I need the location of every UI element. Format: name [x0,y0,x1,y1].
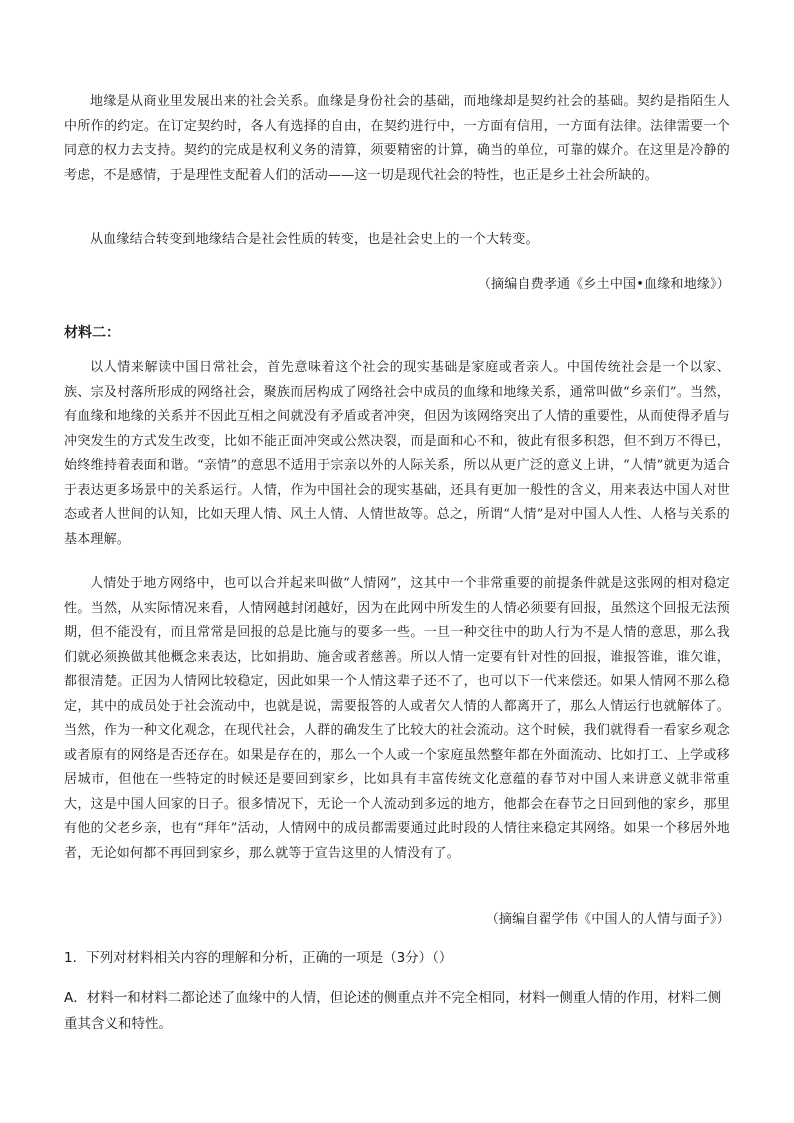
material-one-paragraph-2: 从血缘结合转变到地缘结合是社会性质的转变，也是社会史上的一个大转变。 [90,232,539,247]
material-two-heading: 材料二： [64,325,120,341]
material-two-citation: （摘编自翟学伟《中国人的人情与面子》） [485,912,730,927]
question-1-option-a: A．材料一和材料二都论述了血缘中的人情，但论述的侧重点并不完全相同，材料一侧重人情的作用，材料二侧重其含义和特性。 [64,990,722,1032]
question-1-stem: 1．下列对材料相关内容的理解和分析，正确的一项是（3分）（） [64,950,453,966]
material-two-paragraph-1: 以人情来解读中国日常社会，首先意味着这个社会的现实基础是家庭或者亲人。中国传统社会是一个以家、族、宗及村落所形成的网络社会，聚族而居构成了网络社会中成员的血缘和地缘关系，通常叫做“乡亲们”。当然，有血缘和地缘的关系并不因此互相之间就没有矛盾或者冲突，但因为该网络突出了人情的重要性，从而使得矛盾与冲突发生的方式发生改变，比如不能正面冲突或公然决裂，而是面和心不和，彼此有很多积怨，但不到万不得已，始终维持着表面和谐。“亲情”的意思不适用于宗亲以外的人际关系，所以从更广泛的意义上讲，“人情”就更为适合于表达更多场景中的关系运行。人情，作为中国社会的现实基础，还具有更加一般性的含义，用来表达中国人对世态或者人世间的认知，比如天理人情、风土人情、人情世故等。总之，所谓“人情”是对中国人人性、人格与关系的基本理解。 [64,360,730,547]
material-one-paragraph-1: 地缘是从商业里发展出来的社会关系。血缘是身份社会的基础，而地缘却是契约社会的基础。契约是指陌生人中所作的约定。在订定契约时，各人有选择的自由，在契约进行中，一方面有信用，一方面有法律。法律需要一个同意的权力去支持。契约的完成是权利义务的清算，须要精密的计算，确当的单位，可靠的媒介。在这里是冷静的考虑，不是感情，于是理性支配着人们的活动——这一切是现代社会的特性，也正是乡土社会所缺的。 [64,94,730,183]
material-one-citation: （摘编自费孝通《乡土中国•血缘和地缘》） [477,277,730,292]
material-two-paragraph-2: 人情处于地方网络中，也可以合并起来叫做“人情网”，这其中一个非常重要的前提条件就是这张网的相对稳定性。当然，从实际情况来看，人情网越封闭越好，因为在此网中所发生的人情必须要有回报，虽然这个回报无法预期，但不能没有，而且常常是回报的总是比施与的要多一些。一旦一种交往中的助人行为不是人情的意思，那么我们就必须换做其他概念来表达，比如捐助、施舍或者慈善。所以人情一定要有针对性的回报，谁报答谁，谁欠谁，都很清楚。正因为人情网比较稳定，因此如果一个人情这辈子还不了，也可以下一代来偿还。如果人情网不那么稳定，其中的成员处于社会流动中，也就是说，需要报答的人或者欠人情的人都离开了，那么人情运行也就解体了。当然，作为一种文化观念，在现代社会，人群的确发生了比较大的社会流动。这个时候，我们就得看一看家乡观念或者原有的网络是否还存在。如果是存在的，那么一个人或一个家庭虽然整年都在外面流动、比如打工、上学或移居城市，但他在一些特定的时候还是要回到家乡，比如具有丰富传统文化意蕴的春节对中国人来讲意义就非常重大，这是中国人回家的日子。很多情况下，无论一个人流动到多远的地方，他都会在春节之日回到他的家乡，那里有他的父老乡亲，也有“拜年”活动，人情网中的成员都需要通过此时段的人情往来稳定其网络。如果一个移居外地者，无论如何都不再回到家乡，那么就等于宣告这里的人情没有了。 [64,576,730,861]
